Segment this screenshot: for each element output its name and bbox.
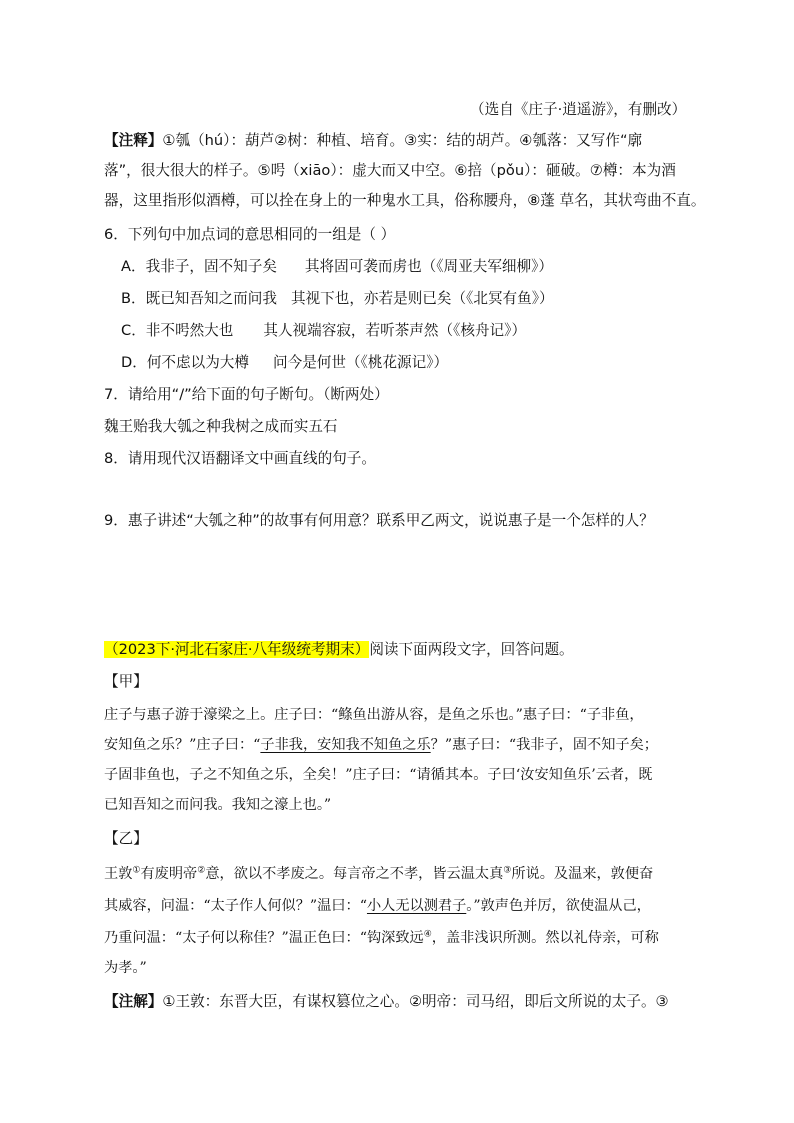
passage-2-heading: （2023下·河北石家庄·八年级统考期末）阅读下面两段文字，回答问题。 <box>104 641 574 658</box>
question-6-stem: 6．下列句中加点词的意思相同的一组是（ ） <box>104 226 396 243</box>
underlined-sentence-yi: 小人无以测君子 <box>366 898 467 914</box>
notes-line-1: 【注释】①瓠（hú）：葫芦②树：种植、培育。③实：结的胡芦。④瓠落：又写作“廓 <box>104 132 643 149</box>
source-citation: （选自《庄子·逍遥游》，有删改） <box>470 101 687 118</box>
question-9-stem: 9．惠子讲述“大瓠之种”的故事有何用意？联系甲乙两文，说说惠子是一个怎样的人？ <box>104 512 654 529</box>
question-7-stem: 7．请给用“/”给下面的句子断句。（断两处） <box>104 386 389 403</box>
q6-option-d[interactable]: D．何不虑以为大樽 问今是何世（《桃花源记》） <box>121 354 449 371</box>
jia-line-3: 子固非鱼也，子之不知鱼之乐，全矣！”庄子曰：“请循其本。子曰‘汝安知鱼乐’云者，既 <box>104 767 653 783</box>
jia-line-4: 已知吾知之而问我。我知之濠上也。” <box>104 797 332 813</box>
yi-line-1: 王敦①有废明帝②意，欲以不孝废之。每言帝之不孝，皆云温太真③所说。及温来，敦便奋 <box>104 865 654 882</box>
yi-label: 【乙】 <box>104 830 148 847</box>
question-7-sentence: 魏王贻我大瓠之种我树之成而实五石 <box>104 418 338 435</box>
jia-line-1: 庄子与惠子游于濠梁之上。庄子曰：“鲦鱼出游从容，是鱼之乐也。”惠子曰：“子非鱼， <box>104 707 644 723</box>
jia-line-2: 安知鱼之乐？”庄子曰：“子非我，安知我不知鱼之乐？”惠子曰：“我非子，固不知子矣； <box>104 737 658 753</box>
jia-label: 【甲】 <box>104 673 148 690</box>
underlined-sentence-jia: 子非我，安知我不知鱼之乐 <box>260 737 431 753</box>
source-tag[interactable]: （2023下·河北石家庄·八年级统考期末） <box>104 641 370 658</box>
q6-option-a[interactable]: A．我非子，固不知子矣 其将固可袭而虏也（《周亚夫军细柳》） <box>121 258 554 275</box>
yi-line-3: 乃重问温：“太子何以称佳？”温正色曰：“钩深致远④，盖非浅识所测。然以礼侍亲，可称 <box>104 929 659 946</box>
annotations-line-1: 【注解】①王敦：东晋大臣，有谋权篡位之心。②明帝：司马绍，即后文所说的太子。③ <box>104 993 669 1010</box>
annotations-label: 【注解】 <box>104 993 163 1010</box>
question-8-stem: 8．请用现代汉语翻译文中画直线的句子。 <box>104 450 376 467</box>
notes-label: 【注释】 <box>104 132 163 149</box>
q6-option-c[interactable]: C．非不呺然大也 其人视端容寂，若听茶声然（《核舟记》） <box>121 322 527 339</box>
notes-line-2: 落”，很大很大的样子。⑤呺（xiāo）：虚大而又中空。⑥掊（pǒu）：砸破。⑦樽：本为酒 <box>104 162 676 179</box>
yi-line-4: 为孝。” <box>104 960 147 976</box>
yi-line-2: 其威容，问温：“太子作人何似？”温曰：“小人无以测君子。”敦声色并厉，欲使温从己， <box>104 898 651 914</box>
q6-option-b[interactable]: B．既已知吾知之而问我 其视下也，亦若是则已矣（《北冥有鱼》） <box>121 290 554 307</box>
notes-line-3: 器，这里指形似酒樽，可以拴在身上的一种鬼水工具，俗称腰舟，⑧蓬 草名，其状弯曲不直。 <box>104 192 706 209</box>
